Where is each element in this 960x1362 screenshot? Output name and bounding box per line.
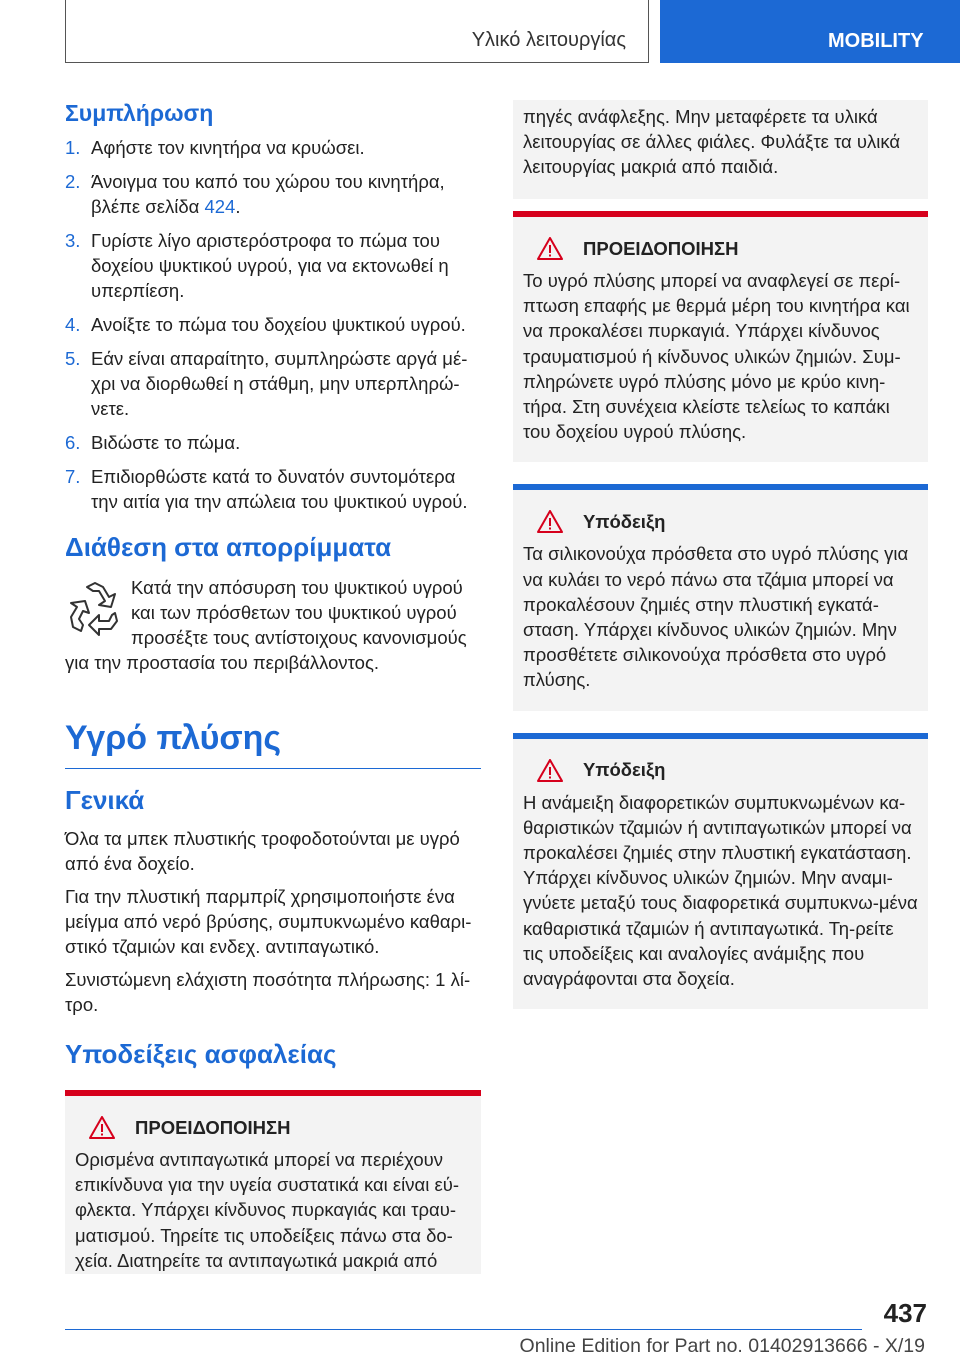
- footer-edition: Online Edition for Part no. 01402913666 - X/19: [519, 1335, 925, 1357]
- warning-text: Το υγρό πλύσης μπορεί να αναφλεγεί σε περί-πτωση επαφής με θερμά μέρη του κινητήρα και να προκαλέσει πυρκαγιά. Υπάρχει κίνδυνος τραυματισμού ή κίνδυνος υλικών ζημιών. Συμ-πληρώνετε υγρό πλύσης μόνο με κρύο κινη-τήρα. Στη συνέχεια κλείστε τελείως το καπάκι του δοχείου υγρού πλύσης.: [523, 270, 910, 443]
- step-item: 1. Αφήστε τον κινητήρα να κρυώσει.: [65, 137, 365, 158]
- note-text: Η ανάμειξη διαφορετικών συμπυκνωμένων κα-θαριστικών τζαμιών ή αντιπαγωτικών μπορεί να προκαλέσει ζημιές στην πλυστική εγκατάσταση. Υπάρχει κίνδυνος υλικών ζημιών. Μην αναμι-γνύετε μεταξύ τους διαφορετικά συμπυκνω-μένα καθαριστικά τζαμιών ή αντιπαγωτικά. Τη-ρείτε τις υποδείξεις και αναλογίες ανάμιξης που αναγράφονται στα δοχεία.: [523, 791, 918, 990]
- header-section-box: [65, 0, 649, 63]
- warning-box-1: [65, 1090, 481, 1274]
- page-link-424[interactable]: 424: [204, 196, 236, 217]
- warning-text: Ορισμένα αντιπαγωτικά μπορεί να περιέχουν επικίνδυνα για την υγεία συστατικά και είναι εύ-φλεκτα. Υπάρχει κίνδυνος πυρκαγιάς και τραυ-ματισμού. Τηρείτε τις υποδείξεις πάνω στα δο-χεία. Διατηρείτε τα αντιπαγωτικά μακριά από: [75, 1149, 459, 1271]
- warning-title: ΠΡΟΕΙΔΟΠΟΙΗΣΗ: [523, 237, 918, 260]
- note-box-1: [513, 484, 928, 710]
- note-triangle-icon: [537, 510, 563, 533]
- warning-triangle-icon: [537, 237, 563, 260]
- disposal-block: [65, 575, 481, 650]
- general-paragraph-2: Για την πλυστική παρμπρίζ χρησιμοποιήστε ένα μείγμα από νερό βρύσης, συμπυκνωμένο καθαρι-στικό τζαμιών και ενδεχ. αντιπαγωτικό.: [65, 886, 472, 957]
- footer-divider: [65, 1329, 862, 1330]
- fill-steps: [65, 135, 481, 514]
- general-heading: Γενικά: [65, 785, 145, 815]
- warning-text-cont: πηγές ανάφλεξης. Μην μεταφέρετε τα υλικά λειτουργίας σε άλλες φιάλες. Φυλάξτε τα υλικά λειτουργίας μακριά από παιδιά.: [523, 106, 901, 177]
- general-paragraph-1: Όλα τα μπεκ πλυστικής τροφοδοτούνται με υγρό από ένα δοχείο.: [65, 828, 460, 874]
- step-item: 3. Γυρίστε λίγο αριστερόστροφα το πώμα του δοχείου ψυκτικού υγρού, για να εκτονωθεί η υπερπίεση.: [65, 230, 449, 301]
- note-box-2: [513, 733, 928, 1010]
- warning-box-1-continued: [513, 100, 928, 199]
- washer-fluid-heading: Υγρό πλύσης: [65, 719, 481, 769]
- disposal-heading: Διάθεση στα απορρίμματα: [65, 532, 392, 562]
- recycle-icon: [65, 577, 125, 637]
- warning-triangle-icon: [89, 1116, 115, 1139]
- header-tab-mobility[interactable]: [660, 0, 960, 63]
- note-title: Υπόδειξη: [523, 510, 918, 533]
- note-text: Τα σιλικονούχα πρόσθετα στο υγρό πλύσης για να κυλάει το νερό πάνω στα τζάμια μπορεί να προκαλέσουν ζημιές στην πλυστική εγκατά-σταση. Υπάρχει κίνδυνος υλικών ζημιών. Μην προσθέτετε σιλικονούχα πρόσθετα στο υγρό πλύσης.: [523, 543, 909, 691]
- step-item: 2. Άνοιγμα του καπό του χώρου του κινητήρα, βλέπε σελίδα 424.: [65, 171, 445, 217]
- left-column: [65, 100, 481, 1274]
- right-column: [513, 100, 928, 1009]
- disposal-text: Κατά την απόσυρση του ψυκτικού υγρού και των πρόσθετων του ψυκτικού υγρού προσέξτε τους αντίστοιχους κανονισμούς: [131, 577, 467, 648]
- note-triangle-icon: [537, 759, 563, 782]
- general-paragraph-3: Συνιστώμενη ελάχιστη ποσότητα πλήρωσης: 1 λί-τρο.: [65, 969, 471, 1015]
- fill-heading: Συμπλήρωση: [65, 100, 214, 126]
- step-item: 4. Ανοίξτε το πώμα του δοχείου ψυκτικού υγρού.: [65, 314, 466, 335]
- header-tab-label: MOBILITY: [828, 30, 924, 52]
- step-item: 6. Βιδώστε το πώμα.: [65, 432, 241, 453]
- page-number: 437: [883, 1298, 927, 1328]
- safety-heading: Υποδείξεις ασφαλείας: [65, 1039, 337, 1069]
- header-section-title: Υλικό λειτουργίας: [471, 29, 626, 51]
- step-item: 5. Εάν είναι απαραίτητο, συμπληρώστε αργά μέ-χρι να διορθωθεί η στάθμη, μην υπερπληρώ-νετε.: [65, 348, 468, 419]
- warning-box-2: [513, 211, 928, 462]
- step-item: 7. Επιδιορθώστε κατά το δυνατόν συντομότερα την αιτία για την απώλεια του ψυκτικού υγρού.: [65, 466, 468, 512]
- disposal-text-cont: για την προστασία του περιβάλλοντος.: [65, 652, 380, 673]
- warning-title: ΠΡΟΕΙΔΟΠΟΙΗΣΗ: [75, 1116, 471, 1139]
- note-title: Υπόδειξη: [523, 759, 918, 782]
